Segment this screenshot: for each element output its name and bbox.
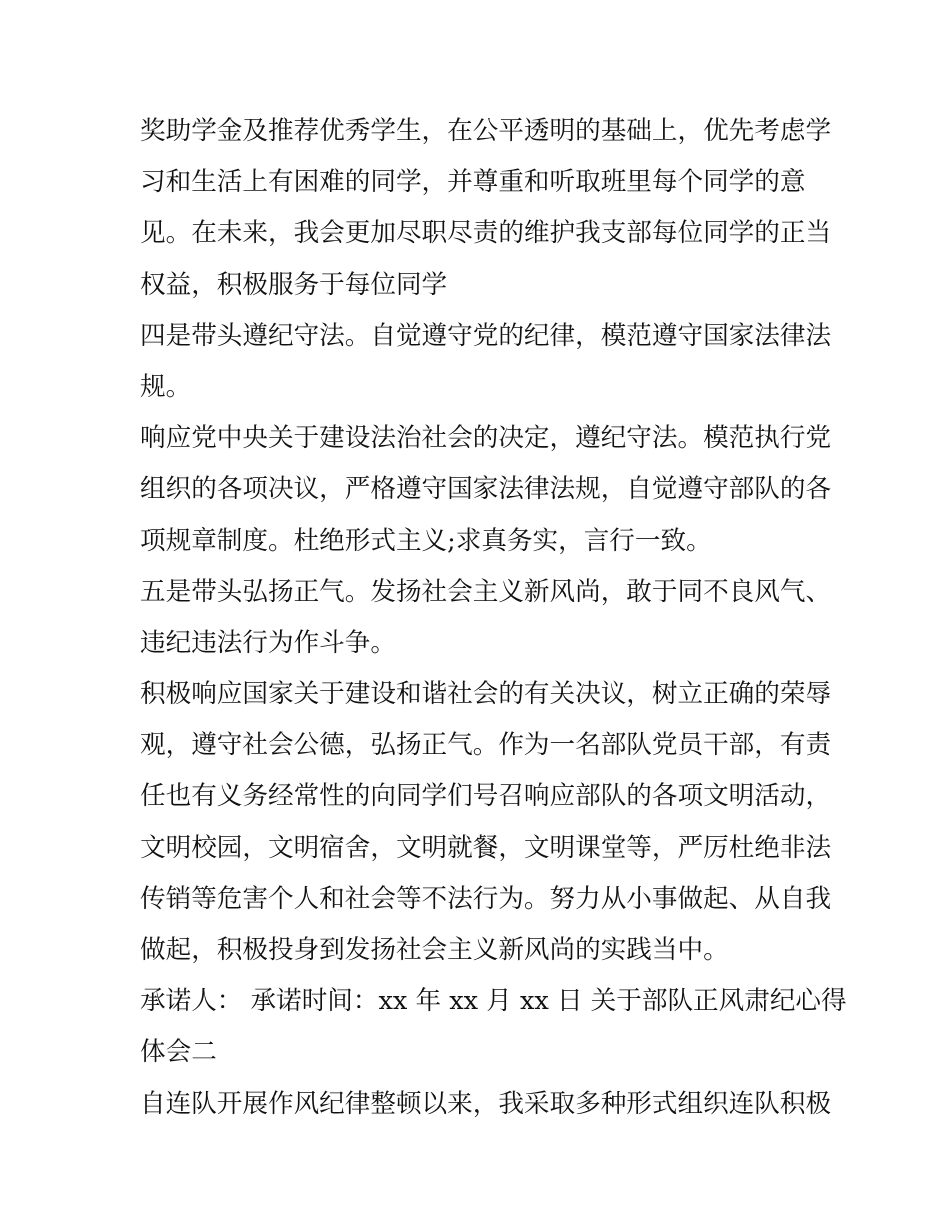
body-line: 任也有义务经常性的向同学们号召响应部队的各项文明活动， bbox=[140, 781, 832, 812]
document-body bbox=[140, 106, 847, 1130]
body-line: 传销等危害个人和社会等不法行为。努力从小事做起、从自我 bbox=[140, 883, 832, 914]
body-line: 自连队开展作风纪律整顿以来，我采取多种形式组织连队积极 bbox=[140, 1088, 832, 1119]
signature-line: 承诺人： 承诺时间：xx 年 xx 月 xx 日 关于部队正风肃纪心得 bbox=[140, 986, 847, 1017]
body-line: 积极响应国家关于建设和谐社会的有关决议，树立正确的荣辱 bbox=[140, 679, 832, 710]
body-line: 奖助学金及推荐优秀学生，在公平透明的基础上，优先考虑学 bbox=[140, 116, 832, 146]
section-heading-line: 四是带头遵纪守法。自觉遵守党的纪律，模范遵守国家法律法 bbox=[140, 320, 832, 351]
section-heading-line: 规。 bbox=[140, 371, 192, 402]
body-line: 做起，积极投身到发扬社会主义新风尚的实践当中。 bbox=[140, 935, 729, 965]
body-line: 权益，积极服务于每位同学 bbox=[140, 269, 448, 300]
section-heading-line: 违纪违法行为作斗争。 bbox=[140, 627, 396, 658]
body-line: 响应党中央关于建设法治社会的决定，遵纪守法。模范执行党 bbox=[140, 423, 832, 454]
section-heading-line: 五是带头弘扬正气。发扬社会主义新风尚，敢于同不良风气、 bbox=[140, 576, 832, 607]
body-line: 文明校园，文明宿舍，文明就餐，文明课堂等，严厉杜绝非法 bbox=[140, 832, 832, 863]
body-line: 项规章制度。杜绝形式主义;求真务实，言行一致。 bbox=[140, 525, 712, 556]
title-line: 体会二 bbox=[140, 1037, 217, 1068]
body-line: 组织的各项决议，严格遵守国家法律法规，自觉遵守部队的各 bbox=[140, 474, 832, 505]
body-line: 习和生活上有困难的同学，并尊重和听取班里每个同学的意 bbox=[140, 167, 806, 198]
body-line: 见。在未来，我会更加尽职尽责的维护我支部每位同学的正当 bbox=[140, 218, 832, 249]
body-line: 观，遵守社会公德，弘扬正气。作为一名部队党员干部，有责 bbox=[140, 730, 832, 761]
